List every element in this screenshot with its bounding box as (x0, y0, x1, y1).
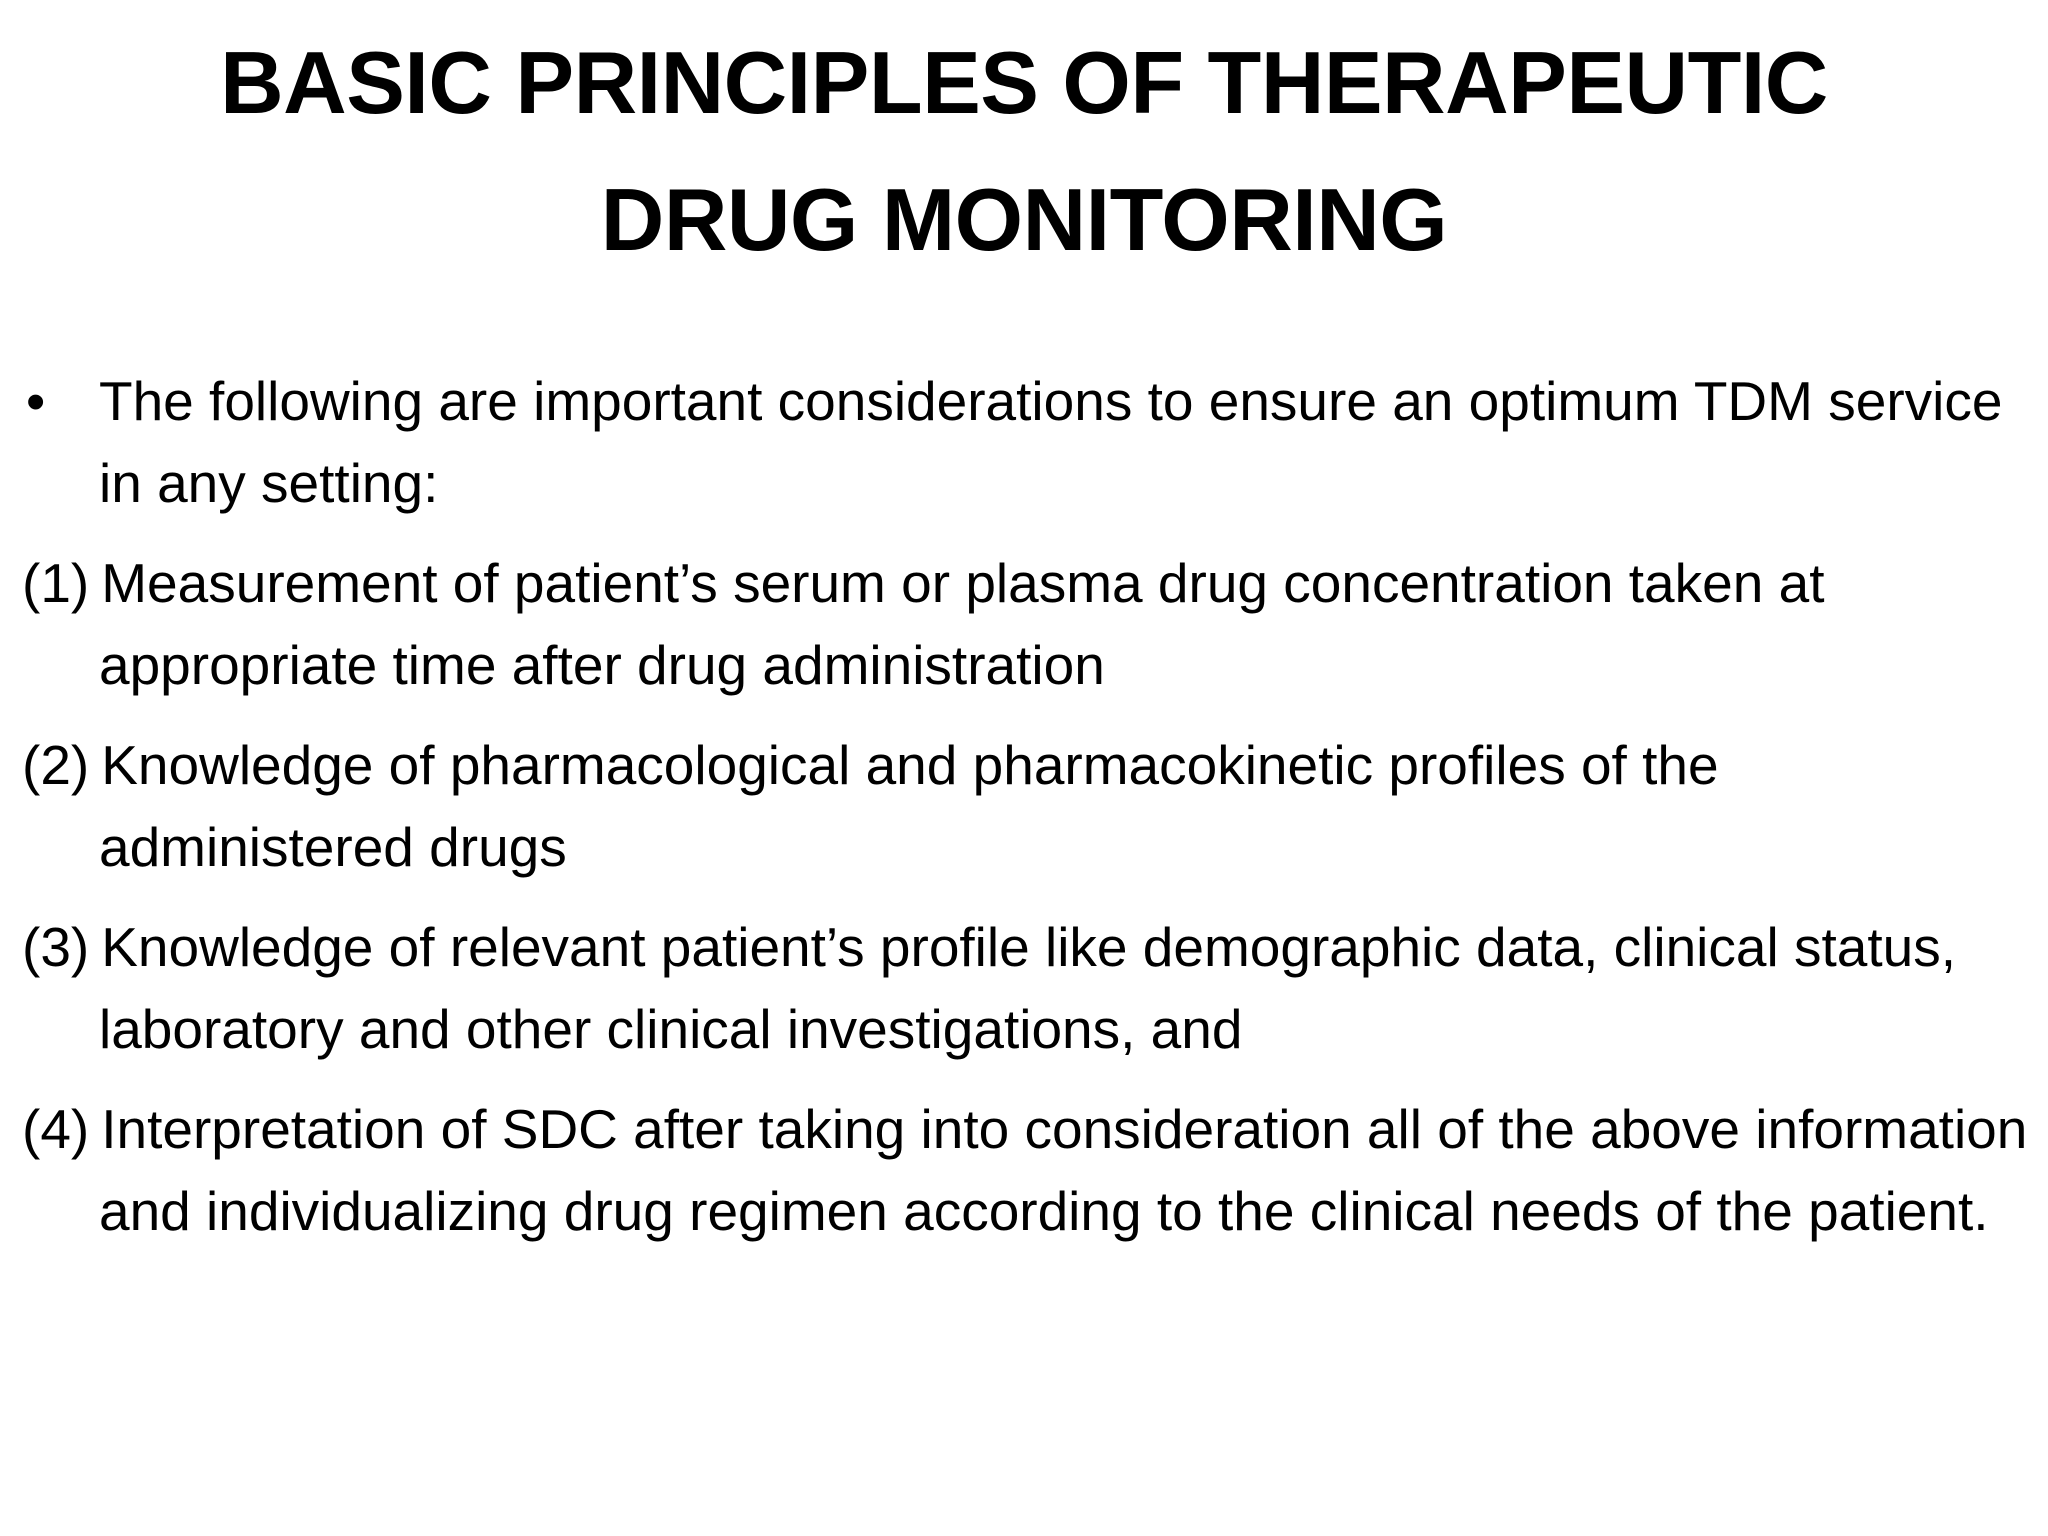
item-text: Measurement of patient’s serum or plasma drug concentration taken at appropriate time after drug administration (99, 552, 1825, 696)
numbered-item-3 (0, 906, 2030, 1070)
slide-title (60, 14, 1988, 288)
intro-bullet (0, 360, 2030, 524)
item-text: Knowledge of relevant patient’s profile like demographic data, clinical status, laboratory and other clinical investigations, and (99, 916, 1957, 1060)
item-number: (4) (22, 1098, 90, 1160)
title-line-2: DRUG MONITORING (600, 170, 1448, 269)
bullet-icon: • (26, 370, 46, 432)
item-text: Interpretation of SDC after taking into consideration all of the above information and individualizing drug regimen according to the clinical needs of the patient. (99, 1098, 2028, 1242)
intro-bullet-text: The following are important considerations to ensure an optimum TDM service in any setting: (99, 370, 2003, 514)
numbered-item-1 (0, 542, 2030, 706)
item-number: (2) (22, 734, 90, 796)
numbered-item-2 (0, 724, 2030, 888)
item-text: Knowledge of pharmacological and pharmacokinetic profiles of the administered drugs (99, 734, 1719, 878)
slide-body (0, 360, 2030, 1270)
title-line-1: BASIC PRINCIPLES OF THERAPEUTIC (220, 33, 1828, 132)
item-number: (3) (22, 916, 90, 978)
item-number: (1) (22, 552, 90, 614)
numbered-item-4 (0, 1088, 2030, 1252)
